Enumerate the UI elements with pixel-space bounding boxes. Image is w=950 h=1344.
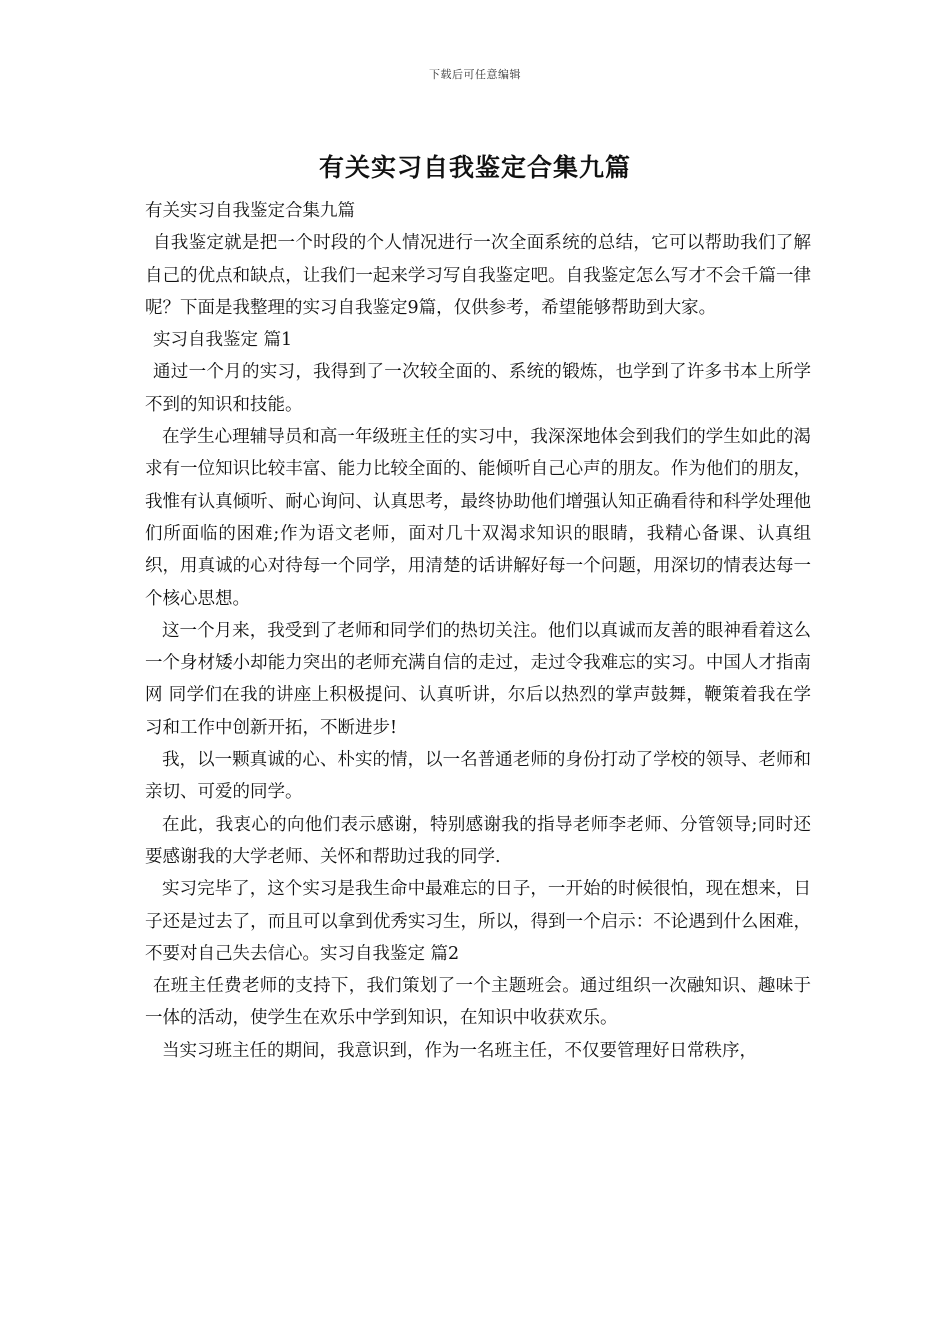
body-paragraph: 在此，我衷心的向他们表示感谢，特别感谢我的指导老师李老师、分管领导;同时还要感谢我的大学老师、关怀和帮助过我的同学. [145,814,811,867]
document-subtitle: 有关实习自我鉴定合集九篇 [145,201,355,221]
intro-paragraph: 自我鉴定就是把一个时段的个人情况进行一次全面系统的总结，它可以帮助我们了解自己的优点和缺点，让我们一起来学习写自我鉴定吧。自我鉴定怎么写才不会千篇一律呢？下面是我整理的实习自我鉴定9篇，仅供参考，希望能够帮助到大家。 [145,233,811,318]
body-paragraph: 通过一个月的实习，我得到了一次较全面的、系统的锻炼，也学到了许多书本上所学不到的知识和技能。 [145,362,811,415]
section-heading-1: 实习自我鉴定 篇1 [153,330,293,351]
document-body [145,195,811,1067]
body-paragraph: 当实习班主任的期间，我意识到，作为一名班主任，不仅要管理好日常秩序， [162,1040,757,1061]
body-paragraph: 实习完毕了，这个实习是我生命中最难忘的日子，一开始的时候很怕，现在想来，日子还是过去了，而且可以拿到优秀实习生，所以，得到一个启示：不论遇到什么困难，不要对自己失去信心。实习自我鉴定 篇2 [145,879,811,964]
document-title: 有关实习自我鉴定合集九篇 [318,153,631,182]
body-paragraph: 我，以一颗真诚的心、朴实的情，以一名普通老师的身份打动了学校的领导、老师和亲切、可爱的同学。 [145,750,811,803]
body-paragraph: 在学生心理辅导员和高一年级班主任的实习中，我深深地体会到我们的学生如此的渴求有一位知识比较丰富、能力比较全面的、能倾听自己心声的朋友。作为他们的朋友，我惟有认真倾听、耐心询问、认真思考，最终协助他们增强认知正确看待和科学处理他们所面临的困难;作为语文老师，面对几十双渴求知识的眼睛，我精心备课、认真组织，用真诚的心对待每一个同学，用清楚的话讲解好每一个问题，用深切的情表达每一个核心思想。 [145,427,811,609]
body-paragraph: 这一个月来，我受到了老师和同学们的热切关注。他们以真诚而友善的眼神看着这么一个身材矮小却能力突出的老师充满自信的走过，走过令我难忘的实习。中国人才指南网 同学们在我的讲座上积极提问、认真听讲，尔后以热烈的掌声鼓舞，鞭策着我在学习和工作中创新开拓，不断进步! [145,620,811,738]
body-paragraph: 在班主任费老师的支持下，我们策划了一个主题班会。通过组织一次融知识、趣味于一体的活动，使学生在欢乐中学到知识，在知识中收获欢乐。 [145,976,811,1029]
header-note: 下载后可任意编辑 [429,68,521,81]
